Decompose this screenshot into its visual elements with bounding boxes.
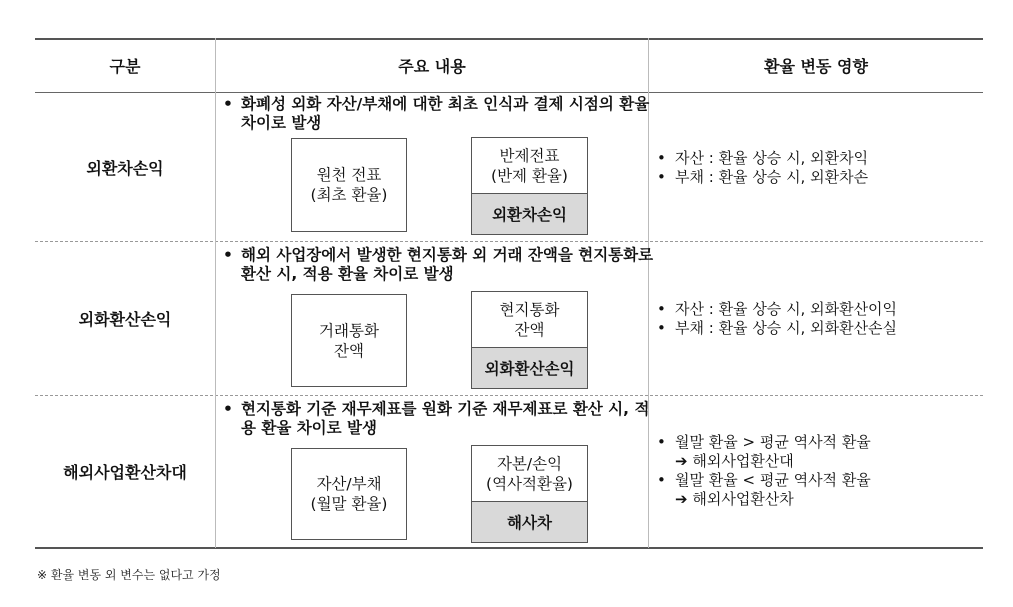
description-text: 해외 사업장에서 발생한 현지통화 외 거래 잔액을 현지통화로 환산 시, 적용 환율 차이로 발생 [241,246,654,283]
result-label: 외환차손익 [472,194,587,234]
effect-item: • 월말 환율 > 평균 역사적 환율 [657,433,871,451]
effect-item: • 자산 : 환율 상승 시, 외환차익 [657,149,869,167]
box-line: 잔액 [334,341,364,360]
bullet-icon: • [657,433,666,451]
bullet-icon: • [223,400,233,418]
box-line: 거래통화 [319,321,379,340]
description-text: 화폐성 외화 자산/부채에 대한 최초 인식과 결제 시점의 환율 차이로 발생 [241,95,650,132]
bullet-icon: • [657,300,666,318]
effect-result: ➔ 해외사업환산대 [675,452,794,470]
bullet-icon: • [657,319,666,337]
bullet-icon: • [657,149,666,167]
effect-item: • 부채 : 환율 상승 시, 외환차손 [657,168,869,186]
row-label: 외화환산손익 [78,310,172,329]
box-line: 현지통화 [499,300,560,319]
effect-result: ➔ 해외사업환산차 [675,490,794,508]
assets-liabilities-box [291,448,407,540]
header-fx-impact: 환율 변동 영향 [764,56,868,76]
header-category: 구분 [109,56,141,76]
header-main-content: 주요 내용 [398,56,466,76]
bullet-icon: • [657,471,666,489]
box-line: 자본/손익 [496,454,563,473]
box-line: 자산/부채 [316,475,382,493]
settlement-voucher-box [471,137,588,235]
description-text: 현지통화 기준 재무제표를 원화 기준 재무제표로 환산 시, 적용 환율 차이로 발생 [241,400,650,437]
box-line: (최초 환율) [310,186,388,204]
bullet-icon: • [223,95,233,113]
local-currency-box [471,291,588,389]
box-line: 잔액 [514,320,545,339]
effect-item: • 자산 : 환율 상승 시, 외화환산이익 [657,300,898,318]
source-voucher-box [291,138,407,232]
column-divider [215,38,216,548]
row-label: 해외사업환산차대 [63,463,187,482]
box-line: (역사적환율) [486,474,573,493]
effect-item: • 월말 환율 < 평균 역사적 환율 [657,471,871,489]
fx-effects [655,433,975,509]
fx-effects [655,300,975,338]
arrow-icon: ➔ [675,490,688,508]
fx-effects [655,149,975,187]
row-label: 외환차손익 [86,158,164,178]
box-line: (반제 환율) [491,166,568,185]
transaction-currency-box [291,294,407,387]
bullet-icon: • [223,246,233,264]
box-line: 원천 전표 [316,166,382,184]
effect-item: • 부채 : 환율 상승 시, 외화환산손실 [657,319,898,337]
result-label: 외화환산손익 [472,348,587,388]
equity-pl-box [471,445,588,543]
table-bottom-rule [35,547,983,549]
box-line: (월말 환율) [310,495,388,513]
footnote: ※ 환율 변동 외 변수는 없다고 가정 [37,568,221,582]
bullet-icon: • [657,168,666,186]
result-label: 해사차 [472,502,587,542]
arrow-icon: ➔ [675,452,688,470]
box-line: 반제전표 [499,146,560,165]
